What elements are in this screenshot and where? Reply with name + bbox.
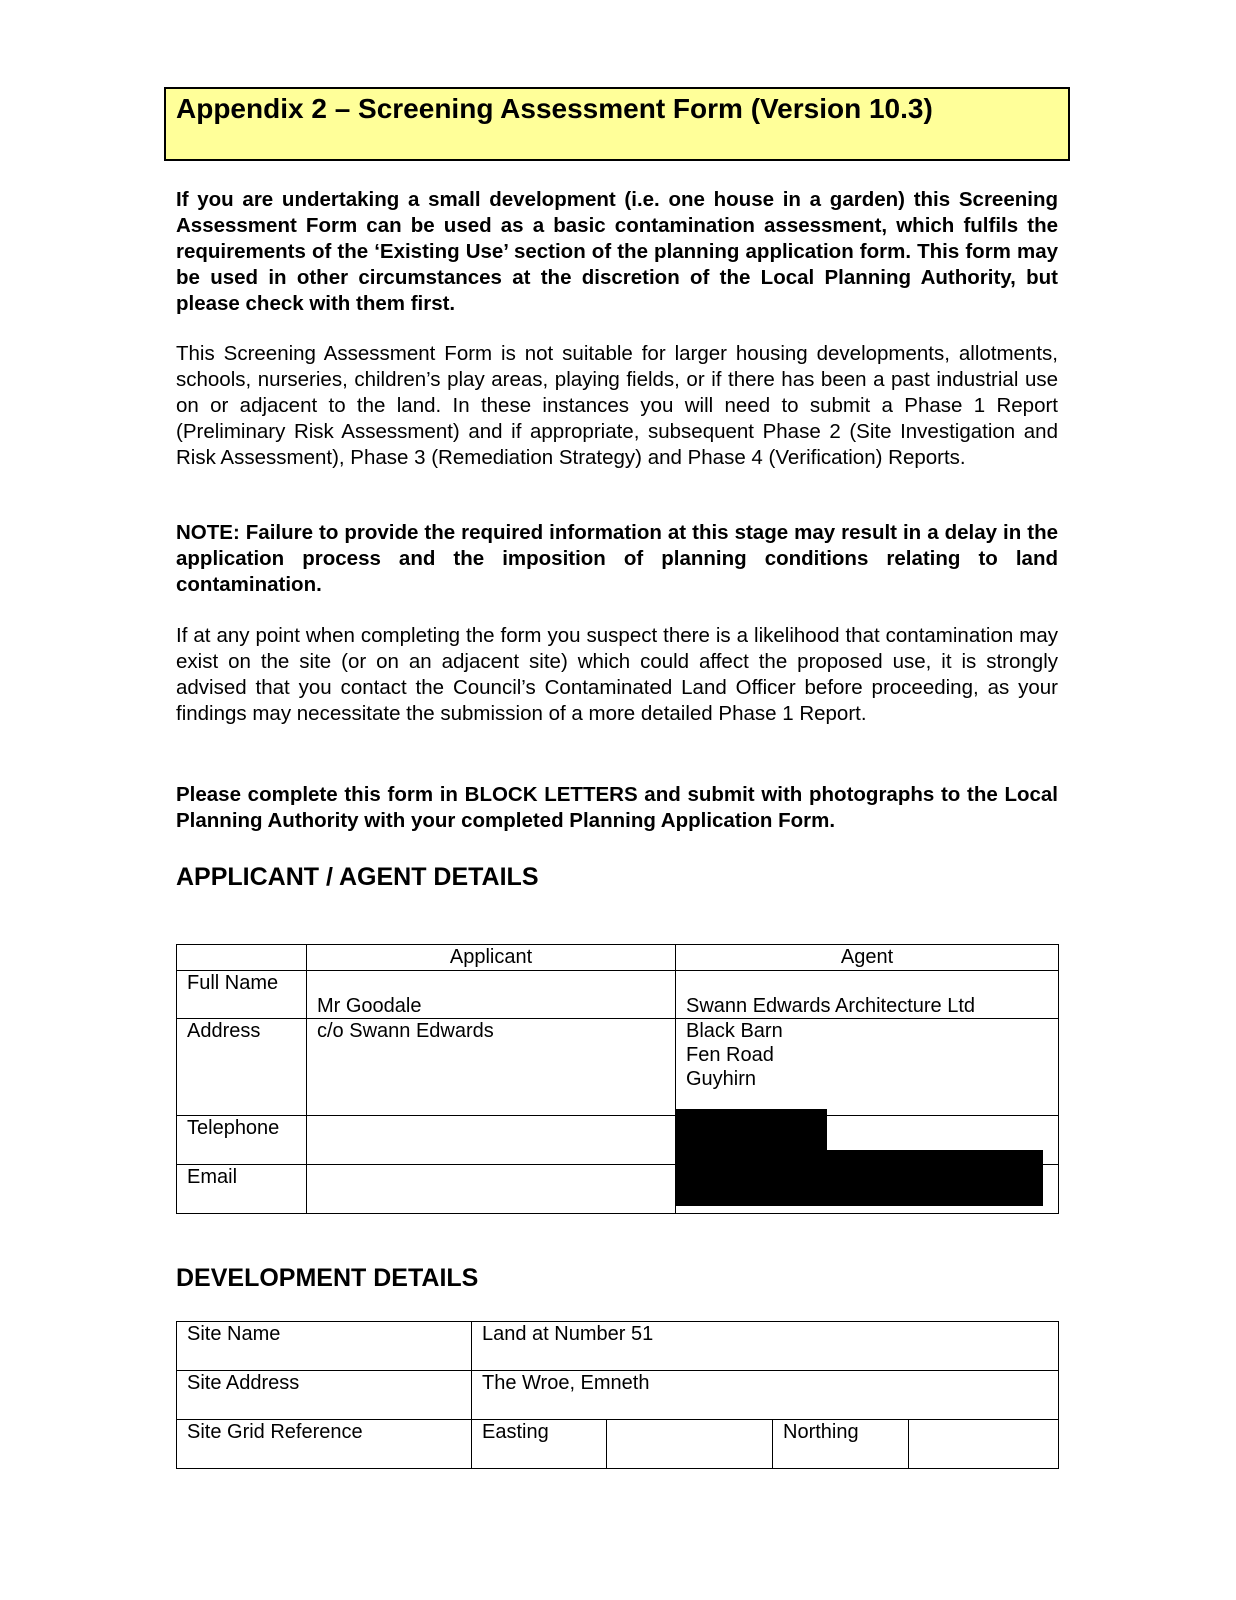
grid-reference-label: Site Grid Reference	[177, 1420, 472, 1469]
agent-address-line-1: Black Barn	[686, 1020, 783, 1042]
site-address-field[interactable]: The Wroe, Emneth	[472, 1371, 1059, 1420]
northing-label: Northing	[773, 1420, 909, 1469]
telephone-label: Telephone	[177, 1116, 307, 1165]
email-label: Email	[177, 1165, 307, 1214]
easting-field[interactable]	[607, 1420, 773, 1469]
note-paragraph: NOTE: Failure to provide the required information at this stage may result in a delay in the application process and the imposition of planning conditions relating to land contamination.	[176, 521, 1058, 596]
advice-paragraph: If at any point when completing the form you suspect there is a likelihood that contamination may exist on the site (or on an adjacent site) which could affect the proposed use, it is strongly advised that you contact the Council’s Contaminated Land Officer before proceeding, as your findings may necessitate the submission of a more detailed Phase 1 Report.	[176, 624, 1058, 725]
agent-full-name-field[interactable]: Swann Edwards Architecture Ltd	[676, 971, 1059, 1019]
intro-bold-paragraph: If you are undertaking a small development (i.e. one house in a garden) this Screening Assessment Form can be used as a basic contamination assessment, which fulfils the requirements of the ‘Existing Use’ section of the planning application form. This form may be used in other circumstances at the discretion of the Local Planning Authority, but please check with them first.	[176, 188, 1058, 315]
instruction-paragraph: Please complete this form in BLOCK LETTERS and submit with photographs to the Local Planning Authority with your completed Planning Application Form.	[176, 783, 1058, 832]
applicant-address-field[interactable]: c/o Swann Edwards	[307, 1019, 676, 1116]
table-row-grid-reference	[177, 1420, 1059, 1469]
site-name-label: Site Name	[177, 1322, 472, 1371]
site-address-label: Site Address	[177, 1371, 472, 1420]
development-details-table	[176, 1321, 1059, 1469]
table-row-address	[177, 1019, 1059, 1116]
agent-address-line-2: Fen Road	[686, 1044, 774, 1066]
development-section-heading: DEVELOPMENT DETAILS	[176, 1264, 479, 1292]
table-corner-cell	[177, 945, 307, 971]
table-row-full-name	[177, 971, 1059, 1019]
page-title: Appendix 2 – Screening Assessment Form (Version 10.3)	[176, 93, 933, 124]
site-name-field[interactable]: Land at Number 51	[472, 1322, 1059, 1371]
agent-column-header: Agent	[676, 945, 1059, 971]
table-row-site-name	[177, 1322, 1059, 1371]
agent-address-line-3: Guyhirn	[686, 1068, 757, 1090]
northing-field[interactable]	[909, 1420, 1059, 1469]
applicant-section-heading: APPLICANT / AGENT DETAILS	[176, 863, 539, 891]
applicant-full-name-field[interactable]: Mr Goodale	[307, 971, 676, 1019]
redaction-block-telephone	[675, 1109, 827, 1154]
full-name-label: Full Name	[177, 971, 307, 1019]
applicant-column-header: Applicant	[307, 945, 676, 971]
suitability-paragraph: This Screening Assessment Form is not suitable for larger housing developments, allotments, schools, nurseries, children’s play areas, playing fields, or if there has been a past industrial use on or adjacent to the land. In these instances you will need to submit a Phase 1 Report (Preliminary Risk Assessment) and if appropriate, subsequent Phase 2 (Site Investigation and Risk Assessment), Phase 3 (Remediation Strategy) and Phase 4 (Verification) Reports.	[176, 342, 1058, 469]
applicant-email-field[interactable]	[307, 1165, 676, 1214]
redaction-block-email	[675, 1150, 1043, 1206]
agent-address-field[interactable]	[676, 1019, 1059, 1116]
address-label: Address	[177, 1019, 307, 1116]
table-row-site-address	[177, 1371, 1059, 1420]
easting-label: Easting	[472, 1420, 607, 1469]
title-box	[164, 87, 1070, 161]
table-header-row	[177, 945, 1059, 971]
applicant-telephone-field[interactable]	[307, 1116, 676, 1165]
